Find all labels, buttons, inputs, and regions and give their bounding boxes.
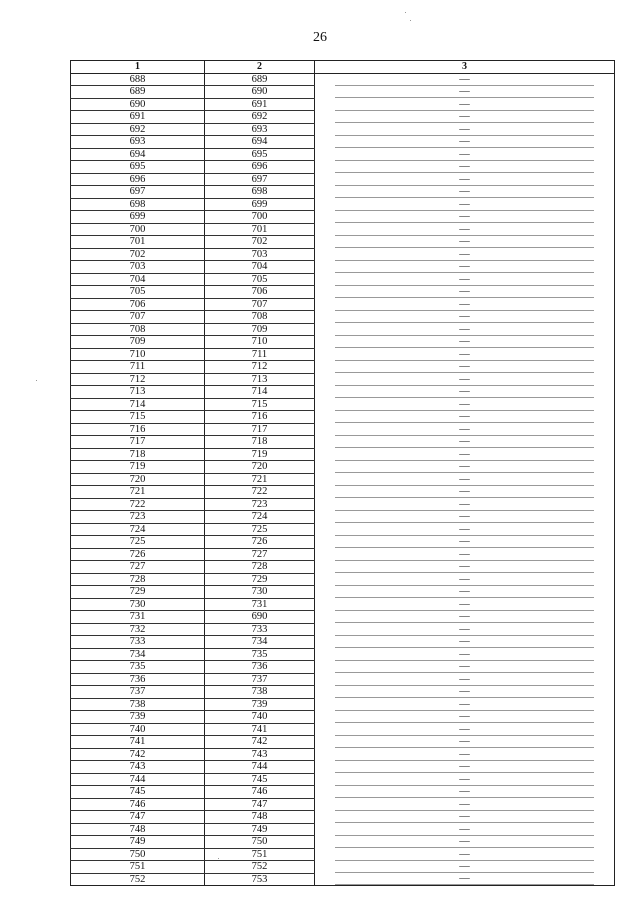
table-row (71, 373, 615, 386)
table-row (71, 536, 615, 549)
table-row (71, 348, 615, 361)
cell-col-2: 741 (205, 723, 315, 736)
cell-col-3: — (315, 173, 615, 186)
cell-col-3: — (315, 73, 615, 86)
table-row (71, 461, 615, 474)
cell-col-1: 706 (71, 298, 205, 311)
cell-col-1: 747 (71, 811, 205, 824)
cell-col-3: — (315, 873, 615, 886)
cell-col-3: — (315, 686, 615, 699)
cell-col-1: 724 (71, 523, 205, 536)
table-row (71, 148, 615, 161)
cell-col-1: 726 (71, 548, 205, 561)
table-row (71, 411, 615, 424)
cell-col-3: — (315, 336, 615, 349)
cell-col-2: 704 (205, 261, 315, 274)
table-row (71, 661, 615, 674)
cell-col-1: 694 (71, 148, 205, 161)
cell-col-2: 701 (205, 223, 315, 236)
table-row (71, 798, 615, 811)
cell-col-2: 723 (205, 498, 315, 511)
table-row (71, 173, 615, 186)
table-row (71, 98, 615, 111)
cell-col-2: 733 (205, 623, 315, 636)
scan-speck (36, 380, 37, 381)
cell-col-1: 707 (71, 311, 205, 324)
cell-col-3: — (315, 286, 615, 299)
cell-col-2: 727 (205, 548, 315, 561)
cell-col-3: — (315, 786, 615, 799)
table-row (71, 673, 615, 686)
table-row (71, 848, 615, 861)
cell-col-3: — (315, 573, 615, 586)
table-row (71, 686, 615, 699)
table-row (71, 223, 615, 236)
table-row (71, 186, 615, 199)
cell-col-2: 690 (205, 86, 315, 99)
table-row (71, 836, 615, 849)
table-row (71, 261, 615, 274)
table-row (71, 736, 615, 749)
cell-col-1: 740 (71, 723, 205, 736)
cell-col-2: 697 (205, 173, 315, 186)
cell-col-1: 693 (71, 136, 205, 149)
cell-col-3: — (315, 836, 615, 849)
cell-col-2: 730 (205, 586, 315, 599)
cell-col-1: 713 (71, 386, 205, 399)
cell-col-2: 746 (205, 786, 315, 799)
cell-col-3: — (315, 398, 615, 411)
cell-col-3: — (315, 773, 615, 786)
table-row (71, 573, 615, 586)
cell-col-3: — (315, 98, 615, 111)
table-row (71, 523, 615, 536)
cell-col-3: — (315, 348, 615, 361)
cell-col-3: — (315, 711, 615, 724)
table-row (71, 723, 615, 736)
cell-col-2: 714 (205, 386, 315, 399)
cell-col-3: — (315, 323, 615, 336)
table-row (71, 873, 615, 886)
cell-col-1: 717 (71, 436, 205, 449)
table-row (71, 748, 615, 761)
page-number: 26 (313, 30, 327, 45)
cell-col-3: — (315, 798, 615, 811)
cell-col-2: 726 (205, 536, 315, 549)
table-row (71, 698, 615, 711)
cell-col-1: 736 (71, 673, 205, 686)
cell-col-2: 693 (205, 123, 315, 136)
cell-col-2: 724 (205, 511, 315, 524)
cell-col-2: 705 (205, 273, 315, 286)
cell-col-3: — (315, 473, 615, 486)
table-row (71, 86, 615, 99)
cell-col-1: 735 (71, 661, 205, 674)
table-row (71, 586, 615, 599)
table-body (71, 73, 615, 886)
cell-col-2: 751 (205, 848, 315, 861)
table-row (71, 511, 615, 524)
table-row (71, 136, 615, 149)
cell-col-2: 753 (205, 873, 315, 886)
cell-col-2: 725 (205, 523, 315, 536)
scan-speck (410, 20, 411, 21)
table-row (71, 823, 615, 836)
cell-col-1: 728 (71, 573, 205, 586)
table-row (71, 236, 615, 249)
cell-col-1: 727 (71, 561, 205, 574)
cell-col-2: 731 (205, 598, 315, 611)
cell-col-3: — (315, 848, 615, 861)
cell-col-1: 741 (71, 736, 205, 749)
cell-col-3: — (315, 211, 615, 224)
cell-col-3: — (315, 161, 615, 174)
table-row (71, 648, 615, 661)
table-row (71, 248, 615, 261)
cell-col-2: 709 (205, 323, 315, 336)
cell-col-1: 745 (71, 786, 205, 799)
table-row (71, 773, 615, 786)
cell-col-1: 695 (71, 161, 205, 174)
cell-col-2: 699 (205, 198, 315, 211)
cell-col-3: — (315, 598, 615, 611)
cell-col-2: 742 (205, 736, 315, 749)
cell-col-3: — (315, 486, 615, 499)
cell-col-2: 695 (205, 148, 315, 161)
cell-col-1: 712 (71, 373, 205, 386)
cell-col-3: — (315, 298, 615, 311)
cell-col-1: 720 (71, 473, 205, 486)
cell-col-3: — (315, 386, 615, 399)
cell-col-2: 740 (205, 711, 315, 724)
table-row (71, 473, 615, 486)
cell-col-2: 711 (205, 348, 315, 361)
column-header-1: 1 (71, 61, 205, 74)
cell-col-1: 733 (71, 636, 205, 649)
cell-col-2: 690 (205, 611, 315, 624)
cell-col-1: 698 (71, 198, 205, 211)
table-row (71, 711, 615, 724)
cell-col-3: — (315, 86, 615, 99)
table-row (71, 386, 615, 399)
cell-col-2: 717 (205, 423, 315, 436)
cell-col-2: 722 (205, 486, 315, 499)
cell-col-2: 735 (205, 648, 315, 661)
cell-col-3: — (315, 273, 615, 286)
cell-col-3: — (315, 673, 615, 686)
cell-col-1: 710 (71, 348, 205, 361)
cell-col-3: — (315, 823, 615, 836)
cell-col-1: 699 (71, 211, 205, 224)
cell-col-1: 719 (71, 461, 205, 474)
cell-col-1: 701 (71, 236, 205, 249)
cell-col-3: — (315, 123, 615, 136)
cell-col-1: 739 (71, 711, 205, 724)
cell-col-2: 691 (205, 98, 315, 111)
cell-col-1: 737 (71, 686, 205, 699)
table-row (71, 486, 615, 499)
cell-col-1: 730 (71, 598, 205, 611)
cell-col-2: 719 (205, 448, 315, 461)
cell-col-1: 700 (71, 223, 205, 236)
cell-col-3: — (315, 411, 615, 424)
cell-col-3: — (315, 448, 615, 461)
table-row (71, 111, 615, 124)
cell-col-1: 744 (71, 773, 205, 786)
cell-col-1: 714 (71, 398, 205, 411)
cell-col-1: 721 (71, 486, 205, 499)
cell-col-3: — (315, 311, 615, 324)
table-row (71, 561, 615, 574)
table-row (71, 323, 615, 336)
cell-col-3: — (315, 511, 615, 524)
table-row (71, 448, 615, 461)
cell-col-3: — (315, 148, 615, 161)
cell-col-2: 743 (205, 748, 315, 761)
table-row (71, 311, 615, 324)
cell-col-2: 739 (205, 698, 315, 711)
cell-col-1: 749 (71, 836, 205, 849)
cell-col-3: — (315, 611, 615, 624)
cell-col-1: 690 (71, 98, 205, 111)
cell-col-2: 720 (205, 461, 315, 474)
cell-col-2: 747 (205, 798, 315, 811)
cell-col-3: — (315, 136, 615, 149)
cell-col-1: 732 (71, 623, 205, 636)
cell-col-1: 705 (71, 286, 205, 299)
cell-col-1: 688 (71, 73, 205, 86)
cell-col-2: 702 (205, 236, 315, 249)
cell-col-3: — (315, 236, 615, 249)
cell-col-1: 708 (71, 323, 205, 336)
table-row (71, 273, 615, 286)
cell-col-1: 731 (71, 611, 205, 624)
cell-col-3: — (315, 198, 615, 211)
cell-col-1: 703 (71, 261, 205, 274)
table-row (71, 598, 615, 611)
cell-col-2: 703 (205, 248, 315, 261)
cell-col-3: — (315, 523, 615, 536)
cell-col-3: — (315, 361, 615, 374)
cell-col-1: 692 (71, 123, 205, 136)
table-row (71, 198, 615, 211)
cell-col-2: 698 (205, 186, 315, 199)
cell-col-3: — (315, 561, 615, 574)
cell-col-1: 722 (71, 498, 205, 511)
cell-col-2: 700 (205, 211, 315, 224)
cell-col-2: 734 (205, 636, 315, 649)
table-row (71, 73, 615, 86)
cell-col-2: 736 (205, 661, 315, 674)
cell-col-2: 715 (205, 398, 315, 411)
cell-col-1: 729 (71, 586, 205, 599)
table-row (71, 423, 615, 436)
cell-col-1: 734 (71, 648, 205, 661)
cell-col-1: 752 (71, 873, 205, 886)
cell-col-2: 745 (205, 773, 315, 786)
cell-col-2: 694 (205, 136, 315, 149)
cell-col-2: 729 (205, 573, 315, 586)
cell-col-3: — (315, 586, 615, 599)
cell-col-2: 718 (205, 436, 315, 449)
cell-col-1: 750 (71, 848, 205, 861)
table-row (71, 811, 615, 824)
cell-col-2: 689 (205, 73, 315, 86)
cell-col-3: — (315, 248, 615, 261)
cell-col-1: 723 (71, 511, 205, 524)
column-header-2: 2 (205, 61, 315, 74)
cell-col-2: 744 (205, 761, 315, 774)
cell-col-3: — (315, 111, 615, 124)
cell-col-3: — (315, 536, 615, 549)
cell-col-1: 704 (71, 273, 205, 286)
cell-col-2: 710 (205, 336, 315, 349)
cell-col-2: 750 (205, 836, 315, 849)
cell-col-1: 709 (71, 336, 205, 349)
cell-col-3: — (315, 636, 615, 649)
data-table (70, 60, 615, 886)
cell-col-1: 725 (71, 536, 205, 549)
cell-col-3: — (315, 698, 615, 711)
cell-col-2: 738 (205, 686, 315, 699)
cell-col-1: 697 (71, 186, 205, 199)
table-row (71, 123, 615, 136)
cell-col-1: 742 (71, 748, 205, 761)
table-row (71, 623, 615, 636)
cell-col-3: — (315, 623, 615, 636)
cell-col-2: 707 (205, 298, 315, 311)
cell-col-1: 743 (71, 761, 205, 774)
table-row (71, 298, 615, 311)
cell-col-3: — (315, 436, 615, 449)
cell-col-2: 728 (205, 561, 315, 574)
cell-col-2: 706 (205, 286, 315, 299)
cell-col-3: — (315, 761, 615, 774)
cell-col-3: — (315, 261, 615, 274)
table-row (71, 611, 615, 624)
cell-col-1: 751 (71, 861, 205, 874)
cell-col-2: 721 (205, 473, 315, 486)
cell-col-1: 696 (71, 173, 205, 186)
table-row (71, 361, 615, 374)
table-row (71, 436, 615, 449)
table-row (71, 761, 615, 774)
table-header-row (71, 61, 615, 74)
table-row (71, 336, 615, 349)
cell-col-3: — (315, 461, 615, 474)
cell-col-1: 702 (71, 248, 205, 261)
cell-col-3: — (315, 373, 615, 386)
cell-col-3: — (315, 223, 615, 236)
cell-col-1: 691 (71, 111, 205, 124)
cell-col-3: — (315, 811, 615, 824)
cell-col-3: — (315, 748, 615, 761)
cell-col-3: — (315, 661, 615, 674)
cell-col-1: 711 (71, 361, 205, 374)
cell-col-2: 713 (205, 373, 315, 386)
table-row (71, 548, 615, 561)
table-row (71, 398, 615, 411)
cell-col-2: 716 (205, 411, 315, 424)
cell-col-3: — (315, 423, 615, 436)
cell-col-1: 746 (71, 798, 205, 811)
cell-col-1: 738 (71, 698, 205, 711)
cell-col-2: 712 (205, 361, 315, 374)
cell-col-3: — (315, 736, 615, 749)
cell-col-2: 749 (205, 823, 315, 836)
cell-col-1: 715 (71, 411, 205, 424)
cell-col-1: 718 (71, 448, 205, 461)
cell-col-1: 689 (71, 86, 205, 99)
table-row (71, 286, 615, 299)
cell-col-3: — (315, 861, 615, 874)
cell-col-3: — (315, 548, 615, 561)
cell-col-1: 748 (71, 823, 205, 836)
cell-col-3: — (315, 648, 615, 661)
table-row (71, 498, 615, 511)
table-row (71, 636, 615, 649)
cell-col-2: 708 (205, 311, 315, 324)
cell-col-1: 716 (71, 423, 205, 436)
cell-col-2: 692 (205, 111, 315, 124)
cell-col-2: 748 (205, 811, 315, 824)
cell-col-2: 752 (205, 861, 315, 874)
column-header-3: 3 (315, 61, 615, 74)
table-row (71, 861, 615, 874)
table-row (71, 161, 615, 174)
cell-col-3: — (315, 498, 615, 511)
cell-col-2: 737 (205, 673, 315, 686)
cell-col-3: — (315, 723, 615, 736)
table-row (71, 211, 615, 224)
scan-speck (405, 12, 406, 13)
cell-col-2: 696 (205, 161, 315, 174)
cell-col-3: — (315, 186, 615, 199)
table-row (71, 786, 615, 799)
